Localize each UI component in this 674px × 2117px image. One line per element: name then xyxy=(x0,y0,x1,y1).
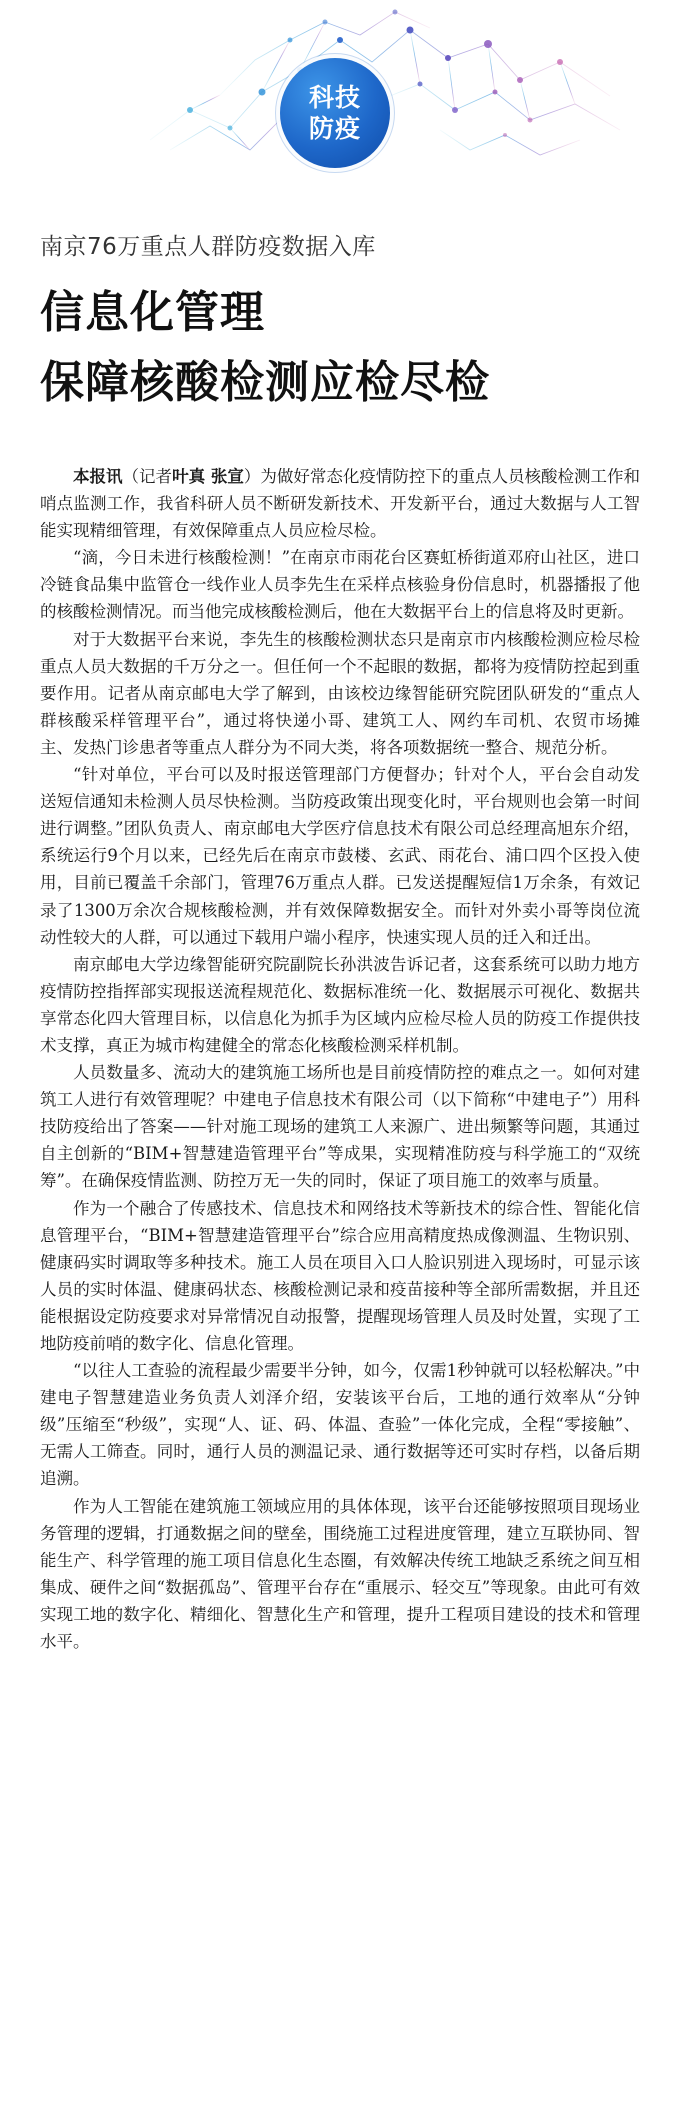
topic-badge xyxy=(280,58,390,168)
kicker-headline: 南京76万重点人群防疫数据入库 xyxy=(40,234,376,260)
byline-names: 叶真 张宣 xyxy=(172,467,244,486)
headline-block xyxy=(40,232,640,418)
main-title-line-1: 信息化管理 xyxy=(40,287,265,338)
byline-close: ） xyxy=(243,467,261,486)
article-paragraph: 作为一个融合了传感技术、信息技术和网络技术等新技术的综合性、智能化信息管理平台，“BIM+智慧建造管理平台”综合应用高精度热成像测温、生物识别、健康码实时调取等多种技术。施工人员在项目入口人脸识别进入现场时，可显示该人员的实时体温、健康码状态、核酸检测记录和疫苗接种等全部所需数据，并且还能根据设定防疫要求对异常情况自动报警，提醒现场管理人员及时处置，实现了工地防疫前哨的数字化、信息化管理。 xyxy=(40,1198,640,1353)
article-paragraph xyxy=(40,463,640,544)
badge-line-1: 科技 xyxy=(308,83,361,112)
article-paragraph: “针对单位，平台可以及时报送管理部门方便督办；针对个人，平台会自动发送短信通知未检测人员尽快检测。当防疫政策出现变化时，平台规则也会第一时间进行调整。”团队负责人、南京邮电大学医疗信息技术有限公司总经理高旭东介绍，系统运行9个月以来，已经先后在南京市鼓楼、玄武、雨花台、浦口四个区投入使用，目前已覆盖千余部门，管理76万重点人群。已发送提醒短信1万余条，有效记录了1300万余次合规核酸检测，并有效保障数据安全。而针对外卖小哥等岗位流动性较大的人群，可以通过下载用户端小程序，快速实现人员的迁入和迁出。 xyxy=(40,765,640,947)
article-paragraph: 对于大数据平台来说，李先生的核酸检测状态只是南京市内核酸检测应检尽检重点人员大数据的千万分之一。但任何一个不起眼的数据，都将为疫情防控起到重要作用。记者从南京邮电大学了解到，由该校边缘智能研究院团队研发的“重点人群核酸采样管理平台”，通过将快递小哥、建筑工人、网约车司机、农贸市场摊主、发热门诊患者等重点人群分为不同大类，将各项数据统一整合、规范分析。 xyxy=(40,629,640,757)
main-title-line-2: 保障核酸检测应检尽检 xyxy=(40,357,490,408)
header-banner xyxy=(0,0,674,175)
article-paragraph: 人员数量多、流动大的建筑施工场所也是目前疫情防控的难点之一。如何对建筑工人进行有效管理呢？中建电子信息技术有限公司（以下简称“中建电子”）用科技防疫给出了答案——针对施工现场的建筑工人来源广、进出频繁等问题，其通过自主创新的“BIM+智慧建造管理平台”等成果，实现精准防疫与科学施工的“双统筹”。在确保疫情监测、防控万无一失的同时，保证了项目施工的效率与质量。 xyxy=(40,1063,640,1191)
paragraph-text: 为做好常态化疫情防控下的重点人员核酸检测工作和哨点监测工作，我省科研人员不断研发新技术、开发新平台，通过大数据与人工智能实现精细管理，有效保障重点人员应检尽检。 xyxy=(40,467,640,541)
byline-open: （记者 xyxy=(122,467,173,486)
article-paragraph: 南京邮电大学边缘智能研究院副院长孙洪波告诉记者，这套系统可以助力地方疫情防控指挥部实现报送流程规范化、数据标准统一化、数据展示可视化、数据共享常态化四大管理目标，以信息化为抓手为区域内应检尽检人员的防疫工作提供技术支撑，真正为城市构建健全的常态化核酸检测采样机制。 xyxy=(40,954,640,1055)
byline-tag: 本报讯 xyxy=(73,467,123,486)
article-paragraph: “以往人工查验的流程最少需要半分钟，如今，仅需1秒钟就可以轻松解决。”中建电子智慧建造业务负责人刘泽介绍，安装该平台后，工地的通行效率从“分钟级”压缩至“秒级”，实现“人、证、码、体温、查验”一体化完成，全程“零接触”、无需人工筛查。同时，通行人员的测温记录、通行数据等还可实时存档，以备后期追溯。 xyxy=(40,1361,640,1489)
badge-line-2: 防疫 xyxy=(308,114,361,143)
main-title xyxy=(40,278,640,418)
article-paragraph: “滴，今日未进行核酸检测！”在南京市雨花台区赛虹桥街道邓府山社区，进口冷链食品集中监管仓一线作业人员李先生在采样点核验身份信息时，机器播报了他的核酸检测情况。而当他完成核酸检测后，他在大数据平台上的信息将及时更新。 xyxy=(40,548,640,622)
article-body xyxy=(40,463,640,2103)
article-paragraph: 作为人工智能在建筑施工领域应用的具体体现，该平台还能够按照项目现场业务管理的逻辑，打通数据之间的壁垒，围绕施工过程进度管理，建立互联协同、智能生产、科学管理的施工项目信息化生态圈，有效解决传统工地缺乏系统之间互相集成、硬件之间“数据孤岛”、管理平台存在“重展示、轻交互”等现象。由此可有效实现工地的数字化、精细化、智慧化生产和管理，提升工程项目建设的技术和管理水平。 xyxy=(40,1496,640,1652)
